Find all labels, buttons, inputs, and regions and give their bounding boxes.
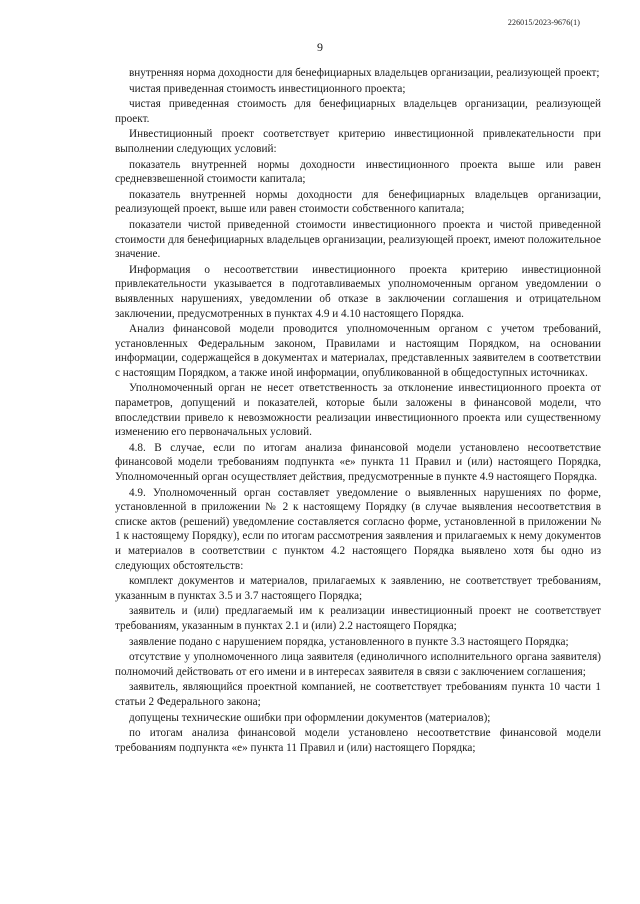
paragraph: отсутствие у уполномоченного лица заявителя (единоличного исполнительного органа заявителя) полномочий действовать от его имени и в интересах заявителя в связи с заключением соглашения; — [115, 651, 601, 678]
paragraph: показатель внутренней нормы доходности инвестиционного проекта выше или равен средневзвешенной стоимости капитала; — [115, 158, 601, 186]
document-number: 226015/2023-9676(1) — [507, 18, 580, 27]
document-body — [115, 66, 601, 755]
paragraph: по итогам анализа финансовой модели установлено несоответствие финансовой модели требованиям подпункта «е» пункта 11 Правил и (или) настоящего Порядка; — [115, 727, 601, 754]
paragraph: показатели чистой приведенной стоимости инвестиционного проекта и чистой приведенной стоимости для бенефициарных владельцев организации, реализующей проект, имеют положительное значение. — [115, 218, 601, 261]
paragraph: внутренняя норма доходности для бенефициарных владельцев организации, реализующей проект; — [129, 67, 600, 79]
paragraph: 4.9. Уполномоченный орган составляет уведомление о выявленных нарушениях по форме, установленной в приложении № 2 к настоящему Порядку (в случае выявления несоответствия в списке актов (решений) уведомление составляется согласно форме, установленной в приложении № 1 к настоящему Порядку), если по итогам рассмотрения заявления и прилагаемых к нему документов и материалов в соответствии с пунктом 4.2 настоящего Порядка выявлено хотя бы одно из следующих обстоятельств: — [115, 486, 601, 572]
paragraph: 4.8. В случае, если по итогам анализа финансовой модели установлено несоответствие финансовой модели требованиям подпункта «е» пункта 11 Правил и (или) настоящего Порядка, Уполномоченный орган осуществляет действия, предусмотренные в пункте 4.9 настоящего Порядка. — [115, 441, 601, 484]
paragraph: Информация о несоответствии инвестиционного проекта критерию инвестиционной привлекательности указывается в подготавливаемых уполномоченным органом уведомлении о выявленных нарушениях, уведомлении об отказе в заключении соглашения и отрицательном заключении, предусмотренных в пунктах 4.9 и 4.10 настоящего Порядка. — [115, 263, 601, 320]
paragraph: показатель внутренней нормы доходности для бенефициарных владельцев организации, реализующей проект, выше или равен стоимости собственного капитала; — [115, 188, 601, 216]
paragraph: чистая приведенная стоимость инвестиционного проекта; — [129, 82, 406, 95]
paragraph: заявление подано с нарушением порядка, установленного в пункте 3.3 настоящего Порядка; — [129, 635, 569, 648]
page-number: 9 — [317, 40, 323, 54]
paragraph: комплект документов и материалов, прилагаемых к заявлению, не соответствует требованиям, указанным в пунктах 3.5 и 3.7 настоящего Порядка; — [115, 575, 601, 602]
paragraph: Инвестиционный проект соответствует критерию инвестиционной привлекательности при выполнении следующих условий: — [115, 128, 601, 155]
paragraph: заявитель и (или) предлагаемый им к реализации инвестиционный проект не соответствует требованиям, указанным в пунктах 2.1 и (или) 2.2 настоящего Порядка; — [115, 605, 601, 632]
paragraph: чистая приведенная стоимость для бенефициарных владельцев организации, реализующей проект. — [115, 98, 601, 125]
paragraph: Уполномоченный орган не несет ответственность за отклонение инвестиционного проекта от параметров, допущений и показателей, которые были заложены в финансовой модели, что впоследствии привело к невозможности реализации инвестиционного проекта или существенному изменению его первоначальных условий. — [115, 382, 601, 439]
paragraph: заявитель, являющийся проектной компанией, не соответствует требованиям пункта 10 части 1 статьи 2 Федерального закона; — [115, 681, 601, 708]
paragraph: допущены технические ошибки при оформлении документов (материалов); — [129, 711, 491, 724]
paragraph: Анализ финансовой модели проводится уполномоченным органом с учетом требований, установленных Федеральным законом, Правилами и настоящим Порядком, на основании информации, содержащейся в документах и материалах, представленных заявителем в соответствии с настоящим Порядком, а также иной информации, опубликованной в общедоступных источниках. — [115, 323, 601, 379]
